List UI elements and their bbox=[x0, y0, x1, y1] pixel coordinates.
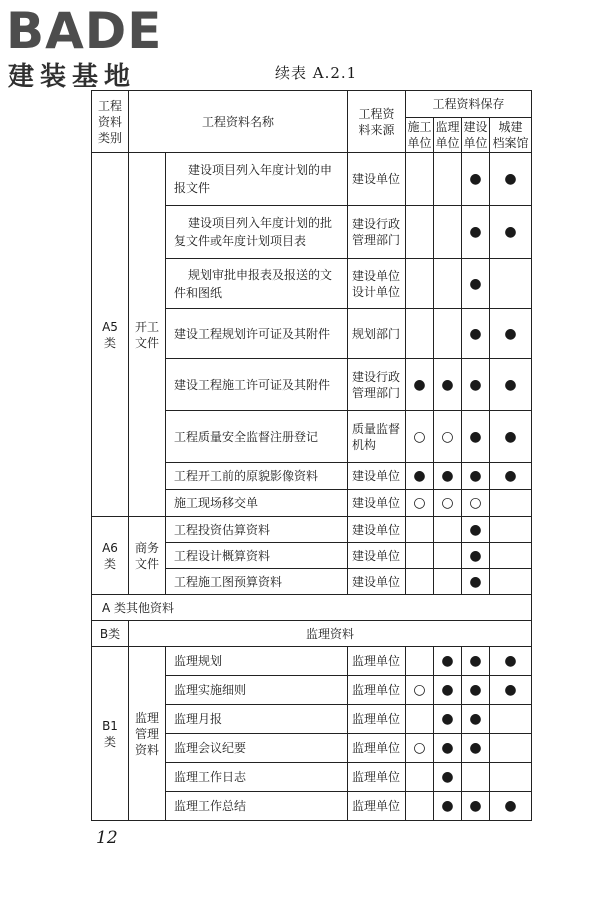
category-label: A5 类 bbox=[102, 319, 118, 350]
item-name-cell bbox=[166, 517, 348, 543]
storage-mark-cell bbox=[406, 153, 434, 206]
item-name: 建设工程施工许可证及其附件 bbox=[174, 377, 331, 392]
category-cell bbox=[92, 647, 129, 821]
storage-mark: ● bbox=[504, 468, 517, 484]
storage-mark: ● bbox=[469, 521, 482, 538]
storage-mark-cell bbox=[490, 206, 532, 259]
item-source: 建设单位 bbox=[352, 496, 401, 510]
b-category-cell bbox=[92, 621, 129, 647]
storage-mark-cell bbox=[462, 463, 490, 490]
item-source-cell bbox=[348, 359, 406, 411]
storage-mark-cell bbox=[406, 411, 434, 463]
storage-mark-cell bbox=[406, 206, 434, 259]
item-name: 工程质量安全监督注册登记 bbox=[174, 429, 319, 444]
header-unit-text: 城建 档案馆 bbox=[492, 120, 529, 150]
storage-mark-cell bbox=[406, 763, 434, 792]
item-source-cell bbox=[348, 569, 406, 595]
header-unit bbox=[490, 118, 532, 153]
item-name-cell bbox=[166, 676, 348, 705]
storage-mark: ● bbox=[469, 224, 482, 240]
b-title: 监理资料 bbox=[306, 627, 355, 641]
storage-mark-cell bbox=[490, 792, 532, 821]
subcategory-cell bbox=[129, 647, 166, 821]
storage-mark: ● bbox=[504, 224, 517, 240]
header-category-text: 工程 资料 类别 bbox=[97, 98, 122, 145]
storage-mark-cell bbox=[434, 734, 462, 763]
storage-mark-cell bbox=[406, 705, 434, 734]
storage-mark: ● bbox=[469, 682, 482, 698]
header-unit bbox=[462, 118, 490, 153]
logo-wordmark: BADE bbox=[6, 2, 163, 60]
item-name: 工程施工图预算资料 bbox=[174, 574, 283, 589]
storage-mark-cell bbox=[406, 359, 434, 411]
item-source: 监理单位 bbox=[352, 770, 401, 784]
item-source-cell bbox=[348, 763, 406, 792]
storage-mark-cell bbox=[406, 309, 434, 359]
item-name: 监理工作总结 bbox=[174, 799, 247, 813]
storage-mark: ● bbox=[413, 376, 426, 393]
storage-mark-cell bbox=[406, 490, 434, 517]
item-name: 工程开工前的原貌影像资料 bbox=[174, 469, 319, 483]
archive-table bbox=[91, 90, 532, 821]
item-name-cell bbox=[166, 490, 348, 517]
storage-mark-cell bbox=[462, 259, 490, 309]
storage-mark: ● bbox=[469, 573, 482, 590]
item-source-cell bbox=[348, 259, 406, 309]
storage-mark-cell bbox=[434, 569, 462, 595]
header-unit-text: 建设 单位 bbox=[463, 120, 488, 150]
item-name-cell bbox=[166, 309, 348, 359]
storage-mark-cell bbox=[434, 153, 462, 206]
b-category-label: B类 bbox=[99, 626, 121, 641]
item-source-cell bbox=[348, 705, 406, 734]
page-number: 12 bbox=[96, 828, 118, 848]
a-other-label: A 类其他资料 bbox=[102, 601, 175, 615]
item-name: 工程投资估算资料 bbox=[174, 522, 271, 537]
storage-mark: ○ bbox=[413, 495, 426, 511]
storage-mark-cell bbox=[462, 490, 490, 517]
item-name-cell bbox=[166, 359, 348, 411]
item-source: 建设行政 管理部门 bbox=[352, 369, 401, 400]
storage-mark: ● bbox=[469, 468, 482, 484]
storage-mark: ○ bbox=[441, 428, 454, 445]
item-name-cell bbox=[166, 647, 348, 676]
item-name-cell bbox=[166, 411, 348, 463]
storage-mark: ● bbox=[413, 468, 426, 484]
logo-subtitle: 建装基地 bbox=[8, 62, 137, 92]
table-caption: 续表 A.2.1 bbox=[275, 64, 358, 82]
storage-mark-cell bbox=[490, 676, 532, 705]
item-source: 监理单位 bbox=[352, 654, 401, 668]
table-row bbox=[92, 595, 532, 621]
storage-mark: ● bbox=[469, 428, 482, 445]
storage-mark-cell bbox=[462, 309, 490, 359]
item-name: 建设项目列入年度计划的申报文件 bbox=[174, 163, 333, 195]
storage-mark-cell bbox=[462, 676, 490, 705]
storage-mark-cell bbox=[434, 792, 462, 821]
item-name-cell bbox=[166, 763, 348, 792]
storage-mark: ● bbox=[441, 711, 454, 727]
storage-mark-cell bbox=[406, 517, 434, 543]
item-source: 建设单位 bbox=[352, 522, 401, 537]
item-name: 监理月报 bbox=[174, 712, 223, 726]
storage-mark-cell bbox=[434, 705, 462, 734]
header-name bbox=[129, 91, 348, 153]
header-source-text: 工程资 料来源 bbox=[358, 106, 395, 137]
storage-mark-cell bbox=[406, 569, 434, 595]
item-name: 监理规划 bbox=[174, 654, 223, 668]
item-source-cell bbox=[348, 153, 406, 206]
storage-mark-cell bbox=[490, 734, 532, 763]
storage-mark-cell bbox=[406, 463, 434, 490]
subcategory-cell bbox=[129, 517, 166, 595]
subcategory-cell bbox=[129, 153, 166, 517]
storage-mark-cell bbox=[490, 763, 532, 792]
logo bbox=[6, 4, 178, 92]
storage-mark-cell bbox=[434, 763, 462, 792]
table-row bbox=[92, 517, 532, 543]
storage-mark-cell bbox=[462, 359, 490, 411]
item-source: 建设单位 bbox=[352, 469, 401, 483]
storage-mark: ● bbox=[469, 171, 482, 187]
storage-mark-cell bbox=[490, 463, 532, 490]
item-name: 监理实施细则 bbox=[174, 683, 247, 697]
storage-mark: ● bbox=[469, 275, 482, 292]
storage-mark-cell bbox=[462, 705, 490, 734]
item-source: 监理单位 bbox=[352, 683, 401, 697]
storage-mark-cell bbox=[434, 309, 462, 359]
header-unit-text: 监理 单位 bbox=[435, 120, 460, 150]
subcategory-label: 监理 管理 资料 bbox=[134, 710, 159, 757]
header-unit bbox=[434, 118, 462, 153]
storage-mark: ● bbox=[504, 653, 517, 669]
storage-mark-cell bbox=[406, 734, 434, 763]
item-name-cell bbox=[166, 463, 348, 490]
item-name-cell bbox=[166, 259, 348, 309]
header-name-text: 工程资料名称 bbox=[202, 114, 275, 129]
storage-mark-cell bbox=[434, 411, 462, 463]
storage-mark-cell bbox=[406, 647, 434, 676]
item-source-cell bbox=[348, 490, 406, 517]
item-name-cell bbox=[166, 569, 348, 595]
subcategory-label: 开工 文件 bbox=[134, 319, 159, 350]
item-source-cell bbox=[348, 792, 406, 821]
storage-mark-cell bbox=[434, 543, 462, 569]
storage-mark-cell bbox=[490, 543, 532, 569]
storage-mark-cell bbox=[490, 490, 532, 517]
item-name: 监理工作日志 bbox=[174, 770, 247, 784]
storage-mark: ● bbox=[441, 769, 454, 785]
storage-mark: ● bbox=[441, 653, 454, 669]
category-cell bbox=[92, 517, 129, 595]
b-title-cell bbox=[129, 621, 532, 647]
item-name-cell bbox=[166, 792, 348, 821]
storage-mark-cell bbox=[462, 543, 490, 569]
storage-mark-cell bbox=[462, 792, 490, 821]
storage-mark: ● bbox=[469, 711, 482, 727]
storage-mark-cell bbox=[434, 359, 462, 411]
storage-mark-cell bbox=[490, 309, 532, 359]
item-source: 质量监督 机构 bbox=[352, 421, 401, 452]
category-label: B1 类 bbox=[102, 718, 118, 749]
storage-mark-cell bbox=[434, 517, 462, 543]
item-source: 监理单位 bbox=[352, 712, 401, 726]
item-name-cell bbox=[166, 153, 348, 206]
header-category bbox=[92, 91, 129, 153]
storage-mark: ● bbox=[441, 682, 454, 698]
storage-mark-cell bbox=[490, 153, 532, 206]
item-name: 建设项目列入年度计划的批复文件或年度计划项目表 bbox=[174, 216, 333, 248]
storage-mark: ● bbox=[469, 798, 482, 814]
item-source-cell bbox=[348, 517, 406, 543]
header-unit bbox=[406, 118, 434, 153]
storage-mark-cell bbox=[462, 734, 490, 763]
storage-mark: ● bbox=[441, 376, 454, 393]
storage-mark: ○ bbox=[413, 682, 426, 698]
storage-mark: ● bbox=[504, 171, 517, 187]
subcategory-label: 商务 文件 bbox=[134, 540, 159, 571]
storage-mark: ○ bbox=[413, 428, 426, 445]
item-source-cell bbox=[348, 734, 406, 763]
storage-mark-cell bbox=[406, 543, 434, 569]
storage-mark: ● bbox=[504, 682, 517, 698]
storage-mark: ● bbox=[441, 798, 454, 814]
item-source: 建设单位 bbox=[352, 172, 401, 186]
storage-mark: ○ bbox=[441, 495, 454, 511]
storage-mark: ● bbox=[441, 468, 454, 484]
storage-mark-cell bbox=[406, 792, 434, 821]
item-name: 建设工程规划许可证及其附件 bbox=[174, 326, 331, 341]
header-storage bbox=[406, 91, 532, 118]
storage-mark: ● bbox=[504, 428, 517, 445]
item-source-cell bbox=[348, 463, 406, 490]
storage-mark: ● bbox=[469, 325, 482, 342]
storage-mark-cell bbox=[490, 517, 532, 543]
table-row bbox=[92, 153, 532, 206]
storage-mark: ● bbox=[504, 376, 517, 393]
item-source-cell bbox=[348, 676, 406, 705]
item-source-cell bbox=[348, 647, 406, 676]
storage-mark-cell bbox=[434, 490, 462, 517]
storage-mark-cell bbox=[462, 763, 490, 792]
storage-mark: ● bbox=[441, 740, 454, 756]
storage-mark-cell bbox=[490, 647, 532, 676]
table-row bbox=[92, 647, 532, 676]
storage-mark-cell bbox=[462, 206, 490, 259]
header-unit-text: 施工 单位 bbox=[407, 120, 432, 150]
item-name: 工程设计概算资料 bbox=[174, 548, 271, 563]
category-label: A6 类 bbox=[102, 540, 118, 571]
item-name-cell bbox=[166, 543, 348, 569]
storage-mark-cell bbox=[490, 259, 532, 309]
item-source: 建设行政 管理部门 bbox=[352, 217, 401, 247]
item-source: 建设单位 bbox=[352, 548, 401, 563]
storage-mark-cell bbox=[406, 259, 434, 309]
category-cell bbox=[92, 153, 129, 517]
table-row bbox=[92, 621, 532, 647]
storage-mark: ○ bbox=[469, 495, 482, 511]
storage-mark-cell bbox=[462, 569, 490, 595]
item-name-cell bbox=[166, 705, 348, 734]
storage-mark-cell bbox=[462, 647, 490, 676]
storage-mark-cell bbox=[434, 463, 462, 490]
storage-mark: ● bbox=[504, 798, 517, 814]
storage-mark-cell bbox=[462, 411, 490, 463]
storage-mark-cell bbox=[406, 676, 434, 705]
storage-mark: ● bbox=[469, 653, 482, 669]
storage-mark: ● bbox=[469, 740, 482, 756]
storage-mark-cell bbox=[434, 259, 462, 309]
header-source bbox=[348, 91, 406, 153]
item-name: 施工现场移交单 bbox=[174, 496, 259, 510]
storage-mark: ● bbox=[504, 325, 517, 342]
storage-mark-cell bbox=[490, 411, 532, 463]
item-name: 规划审批申报表及报送的文件和图纸 bbox=[174, 267, 333, 300]
item-name-cell bbox=[166, 734, 348, 763]
storage-mark: ● bbox=[469, 376, 482, 393]
item-source-cell bbox=[348, 309, 406, 359]
item-name-cell bbox=[166, 206, 348, 259]
item-name: 监理会议纪要 bbox=[174, 741, 247, 755]
storage-mark-cell bbox=[490, 359, 532, 411]
item-source-cell bbox=[348, 206, 406, 259]
item-source: 监理单位 bbox=[352, 741, 401, 755]
item-source: 建设单位 bbox=[352, 574, 401, 589]
item-source: 监理单位 bbox=[352, 799, 401, 813]
item-source-cell bbox=[348, 543, 406, 569]
header-storage-text: 工程资料保存 bbox=[432, 97, 505, 111]
storage-mark-cell bbox=[434, 206, 462, 259]
storage-mark-cell bbox=[490, 705, 532, 734]
item-source-cell bbox=[348, 411, 406, 463]
storage-mark-cell bbox=[490, 569, 532, 595]
storage-mark-cell bbox=[462, 153, 490, 206]
a-other-cell bbox=[92, 595, 532, 621]
storage-mark-cell bbox=[434, 647, 462, 676]
item-source: 规划部门 bbox=[352, 326, 401, 341]
storage-mark: ○ bbox=[413, 740, 426, 756]
storage-mark-cell bbox=[462, 517, 490, 543]
storage-mark-cell bbox=[434, 676, 462, 705]
storage-mark: ● bbox=[469, 547, 482, 564]
item-source: 建设单位 设计单位 bbox=[352, 268, 401, 299]
